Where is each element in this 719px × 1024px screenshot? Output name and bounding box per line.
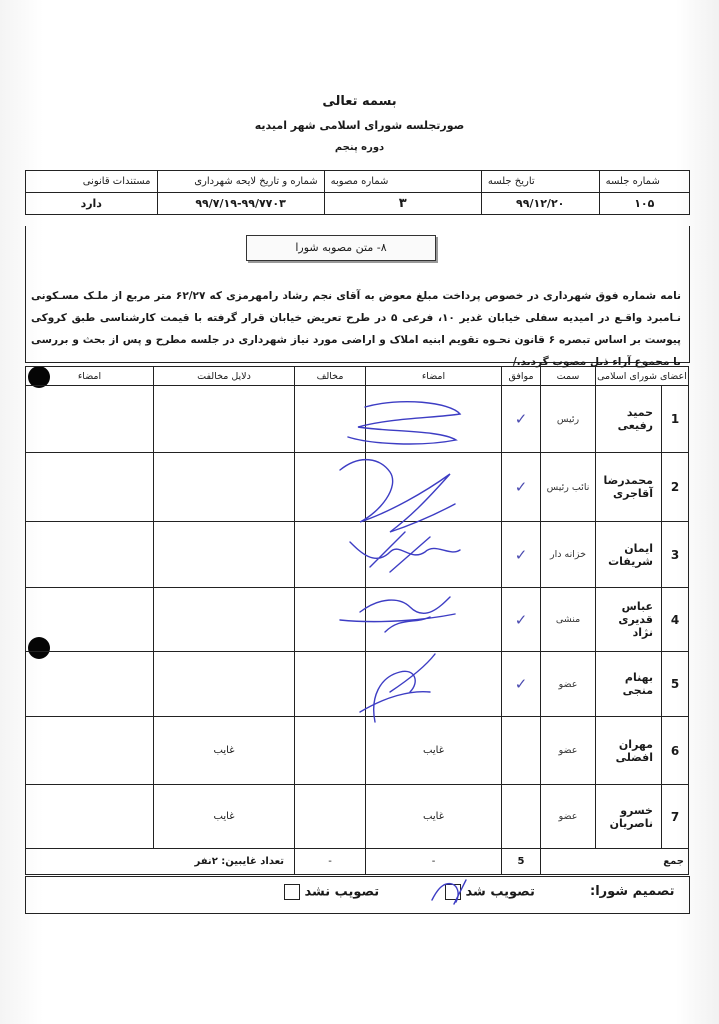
col-signature-header: امضاء bbox=[366, 367, 502, 386]
row-number: 3 bbox=[662, 522, 689, 588]
row-signature: غایب bbox=[366, 717, 502, 785]
signature-3 bbox=[350, 532, 460, 572]
row-agree: ✓ bbox=[502, 453, 541, 522]
rejected-checkbox[interactable] bbox=[284, 884, 300, 900]
council-term: دوره پنجم bbox=[334, 142, 385, 153]
row-name: ایمان شریفات bbox=[596, 522, 662, 588]
table-row bbox=[26, 717, 689, 785]
row-name: حمید رفیعی bbox=[596, 386, 662, 453]
document-title: صورتجلسه شورای اسلامی شهر امیدیه bbox=[254, 119, 465, 132]
decision-label: تصمیم شورا: bbox=[590, 884, 675, 899]
row-name: عباس قدیری نژاد bbox=[596, 588, 662, 652]
row-role: منشی bbox=[541, 588, 596, 652]
signature-1 bbox=[348, 402, 460, 444]
col-against-header: مخالف bbox=[295, 367, 366, 386]
row-role: نائب رئیس bbox=[541, 453, 596, 522]
row-role: رئیس bbox=[541, 386, 596, 453]
row-signature: غایب bbox=[366, 785, 502, 849]
row-role: عضو bbox=[541, 785, 596, 849]
col-reasons-header: دلایل مخالفت bbox=[154, 367, 295, 386]
section-title: ۸- متن مصوبه شورا bbox=[295, 241, 387, 254]
totals-label: جمع bbox=[541, 849, 689, 875]
approved-label: تصویب شد bbox=[465, 884, 535, 900]
row-reasons bbox=[154, 386, 295, 453]
row-name: محمدرضا آقاجری bbox=[596, 453, 662, 522]
row-signature2 bbox=[26, 717, 154, 785]
row-against bbox=[295, 785, 366, 849]
col-position-header: سمت bbox=[541, 367, 596, 386]
col-signature2-header: امضاء bbox=[26, 367, 154, 386]
col-agree-header: موافق bbox=[502, 367, 541, 386]
row-number: 7 bbox=[662, 785, 689, 849]
totals-signature: - bbox=[366, 849, 502, 875]
row-number: 2 bbox=[662, 453, 689, 522]
row-signature2 bbox=[26, 386, 154, 453]
row-role: عضو bbox=[541, 652, 596, 717]
signature-5 bbox=[360, 654, 435, 722]
signature-4 bbox=[340, 597, 455, 632]
row-reasons bbox=[154, 652, 295, 717]
row-number: 1 bbox=[662, 386, 689, 453]
signature-2 bbox=[340, 460, 455, 532]
row-signature2 bbox=[26, 453, 154, 522]
table-row bbox=[26, 785, 689, 849]
row-reasons bbox=[154, 588, 295, 652]
row-agree: ✓ bbox=[502, 588, 541, 652]
row-reasons: غایب bbox=[154, 717, 295, 785]
row-signature2 bbox=[26, 785, 154, 849]
row-agree bbox=[502, 717, 541, 785]
row-reasons bbox=[154, 522, 295, 588]
session-date-value: ۹۹/۱۲/۲۰ bbox=[481, 193, 599, 215]
legal-docs-label: مستندات قانونی bbox=[26, 171, 158, 193]
row-name: خسرو ناصریان bbox=[596, 785, 662, 849]
session-info-table bbox=[25, 170, 690, 215]
bill-value: ۹۹/۷/۱۹-۹۹/۷۷۰۳ bbox=[157, 193, 324, 215]
totals-absent: تعداد غایبین: ۲نفر bbox=[26, 849, 295, 875]
row-agree: ✓ bbox=[502, 652, 541, 717]
row-number: 6 bbox=[662, 717, 689, 785]
row-role: خزانه دار bbox=[541, 522, 596, 588]
session-number-label: شماره جلسه bbox=[599, 171, 689, 193]
bill-label: شماره و تاریخ لایحه شهرداری bbox=[157, 171, 324, 193]
row-number: 5 bbox=[662, 652, 689, 717]
totals-agree: 5 bbox=[502, 849, 541, 875]
legal-docs-value: دارد bbox=[26, 193, 158, 215]
resolution-number-label: شماره مصوبه bbox=[324, 171, 481, 193]
session-number-value: ۱۰۵ bbox=[599, 193, 689, 215]
approved-check-mark bbox=[430, 878, 470, 908]
row-signature2 bbox=[26, 522, 154, 588]
row-role: عضو bbox=[541, 717, 596, 785]
col-members-header: اعضای شورای اسلامی bbox=[596, 367, 689, 386]
row-signature2 bbox=[26, 588, 154, 652]
row-agree: ✓ bbox=[502, 386, 541, 453]
row-signature2 bbox=[26, 652, 154, 717]
totals-row bbox=[26, 849, 689, 875]
row-reasons bbox=[154, 453, 295, 522]
rejected-option bbox=[284, 884, 379, 900]
row-against bbox=[295, 717, 366, 785]
row-name: مهران افضلی bbox=[596, 717, 662, 785]
resolution-body-text: نامه شماره فوق شهرداری در خصوص پرداخت مبلغ معوض به آقای نجم رشاد رامهرمزی که ۶۲/۲۷ متر مربع از ملـک مسـکونی نـامبرد واقـع در امیدیه سفلی خیابان غدیر ۱۰، فرعی ۵ در طرح تعریض خیابان قرار گرفته با قیمت کارشناسی طبق کروکی پیوست بر اساس تبصره ۶ قانون نحـوه تقویم ابنیه املاک و اراضی مورد نیاز شهرداری در جلسه مطرح و پس از بحث و بررسی با مجموع آراء ذیل مصوب گردید./ bbox=[31, 290, 682, 368]
row-reasons: غایب bbox=[154, 785, 295, 849]
row-name: بهنام منجی bbox=[596, 652, 662, 717]
row-agree bbox=[502, 785, 541, 849]
handwritten-signatures bbox=[330, 392, 480, 722]
invocation-heading: بسمه تعالی bbox=[322, 94, 397, 109]
totals-against: - bbox=[295, 849, 366, 875]
section-title-ribbon bbox=[246, 235, 436, 261]
rejected-label: تصویب نشد bbox=[304, 884, 380, 900]
session-date-label: تاریخ جلسه bbox=[481, 171, 599, 193]
resolution-number-value: ۳ bbox=[324, 193, 481, 215]
row-number: 4 bbox=[662, 588, 689, 652]
row-agree: ✓ bbox=[502, 522, 541, 588]
